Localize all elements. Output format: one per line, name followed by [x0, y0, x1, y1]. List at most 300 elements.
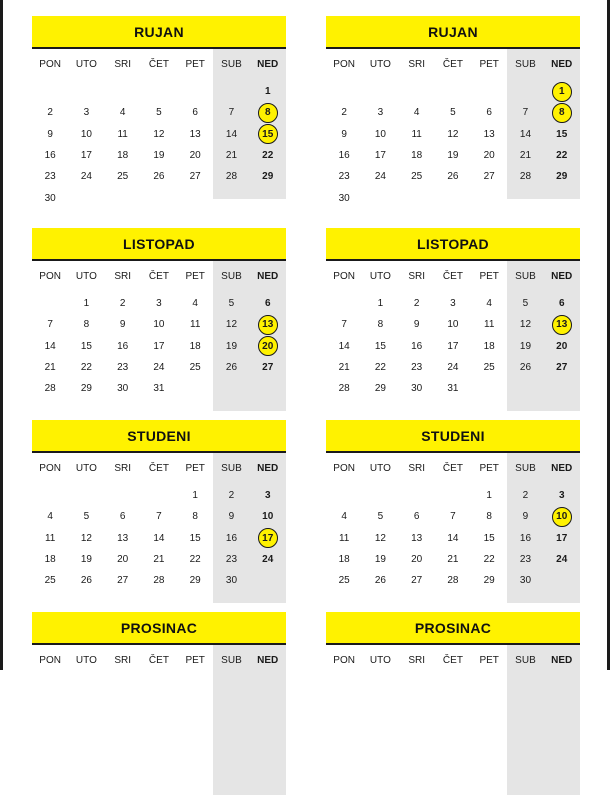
- day-number: 10: [262, 511, 274, 523]
- day-cell: [177, 506, 213, 527]
- day-cell: [250, 145, 286, 166]
- day-number: 23: [411, 362, 423, 374]
- week-row: [32, 549, 286, 570]
- day-cell: [213, 188, 249, 209]
- day-cell: [141, 549, 177, 570]
- day-number: 24: [153, 362, 165, 374]
- day-number: 29: [556, 171, 568, 183]
- day-number: 29: [80, 383, 92, 395]
- day-cell: [326, 102, 362, 123]
- day-number: 21: [447, 554, 459, 566]
- day-number: 17: [556, 532, 568, 544]
- day-cell: [507, 549, 543, 570]
- weekday-label: PET: [185, 59, 205, 70]
- day-number: 28: [338, 383, 350, 395]
- weekday-label: NED: [257, 59, 279, 70]
- day-cell: [213, 81, 249, 102]
- day-cell: [68, 506, 104, 527]
- day-number: 7: [156, 511, 162, 523]
- day-number: 19: [225, 340, 238, 352]
- day-number: 30: [117, 383, 129, 395]
- day-cell: [362, 528, 398, 549]
- weekday-label: ČET: [442, 655, 463, 666]
- day-cell: [471, 124, 507, 145]
- day-number: 6: [264, 298, 271, 310]
- day-number: 1: [192, 490, 198, 502]
- week-row: [326, 187, 580, 208]
- day-cell: [362, 570, 398, 591]
- day-number: 21: [153, 554, 165, 566]
- month-grid: [326, 261, 580, 411]
- day-cell: [362, 166, 398, 187]
- day-cell: [105, 570, 141, 591]
- day-cell: [213, 549, 249, 570]
- day-number: 31: [153, 383, 165, 395]
- day-number: 5: [228, 298, 235, 310]
- day-cell: [326, 145, 362, 166]
- weekday-label: SRI: [408, 655, 425, 666]
- day-number: 30: [44, 192, 56, 204]
- calendar-listopad-left: [32, 228, 286, 411]
- day-cell: [141, 293, 177, 314]
- day-cell: [105, 485, 141, 506]
- day-number: 26: [225, 362, 238, 374]
- weekday-label: PET: [479, 655, 499, 666]
- day-number: 11: [338, 532, 350, 544]
- day-number: 18: [411, 150, 423, 162]
- day-cell: [68, 528, 104, 549]
- day-number: 11: [117, 128, 128, 140]
- day-cell: [213, 357, 249, 378]
- day-number: 7: [228, 107, 235, 119]
- weekday-label: PON: [39, 271, 61, 282]
- day-cell: [213, 124, 249, 145]
- day-cell: [507, 188, 543, 209]
- day-number: 2: [119, 298, 126, 310]
- day-cell: [177, 378, 213, 399]
- day-cell: [326, 378, 362, 399]
- day-cell: [213, 528, 249, 549]
- day-number: 21: [338, 362, 350, 374]
- week-row: [32, 506, 286, 527]
- day-number: 14: [44, 340, 56, 352]
- day-number: 16: [519, 532, 532, 544]
- day-cell: [105, 528, 141, 549]
- day-number: 22: [483, 554, 495, 566]
- day-cell: [177, 549, 213, 570]
- day-cell: [32, 528, 68, 549]
- calendar-rujan-left: [32, 16, 286, 204]
- day-number: 26: [153, 171, 165, 183]
- day-cell: [544, 124, 580, 145]
- day-cell: [32, 506, 68, 527]
- day-cell: [471, 485, 507, 506]
- day-cell: [544, 378, 580, 399]
- day-cell: [105, 378, 141, 399]
- day-cell: [68, 293, 104, 314]
- day-number: 21: [519, 150, 532, 162]
- day-cell: [471, 145, 507, 166]
- day-cell: [177, 570, 213, 591]
- day-number: 23: [338, 171, 350, 183]
- day-cell: [32, 166, 68, 187]
- day-cell: [399, 506, 435, 527]
- day-number: 7: [47, 319, 53, 331]
- weekday-label: PET: [479, 59, 499, 70]
- day-number: 20: [117, 554, 129, 566]
- day-cell: [105, 314, 141, 335]
- day-cell: [68, 549, 104, 570]
- day-number: 14: [338, 340, 350, 352]
- day-cell: [141, 188, 177, 209]
- weekday-label: SUB: [221, 655, 242, 666]
- day-cell: [141, 166, 177, 187]
- day-number: 16: [338, 150, 350, 162]
- day-number: 9: [341, 128, 347, 140]
- day-cell: [507, 145, 543, 166]
- weekday-label: PON: [333, 271, 355, 282]
- day-number: 1: [377, 298, 384, 310]
- weekday-label: PET: [479, 463, 499, 474]
- day-cell: [213, 314, 249, 335]
- month-grid: [32, 645, 286, 795]
- day-cell: [507, 336, 543, 357]
- day-number: 4: [192, 298, 198, 310]
- day-cell: [362, 102, 398, 123]
- week-row: [326, 378, 580, 399]
- day-number: 13: [117, 532, 129, 544]
- day-number: 28: [225, 171, 238, 183]
- week-row: [32, 485, 286, 506]
- day-cell: [32, 314, 68, 335]
- day-cell: [544, 357, 580, 378]
- day-number: 8: [83, 319, 90, 331]
- weekday-label: ČET: [148, 59, 169, 70]
- day-cell: [435, 124, 471, 145]
- weekday-label: UTO: [75, 655, 97, 666]
- day-cell: [326, 336, 362, 357]
- day-number: 3: [264, 490, 271, 502]
- week-row: [32, 102, 286, 123]
- day-cell: [326, 314, 362, 335]
- day-cell: [399, 485, 435, 506]
- day-cell: [399, 357, 435, 378]
- day-number: 3: [377, 107, 384, 119]
- day-cell: [32, 102, 68, 123]
- day-number: 10: [374, 128, 386, 140]
- day-number: 12: [153, 128, 165, 140]
- day-number: 9: [413, 319, 420, 331]
- weekday-label: ČET: [148, 271, 169, 282]
- calendar-studeni-left: [32, 420, 286, 603]
- day-number: 17: [447, 340, 459, 352]
- month-title: LISTOPAD: [32, 228, 286, 261]
- week-row: [32, 187, 286, 208]
- day-number: 30: [338, 192, 350, 204]
- day-number: 5: [522, 298, 529, 310]
- day-cell: [399, 293, 435, 314]
- day-cell: [435, 188, 471, 209]
- weekday-header-row: [326, 453, 580, 485]
- day-number: 29: [189, 575, 201, 587]
- day-cell: [250, 124, 286, 145]
- day-number: 20: [483, 150, 495, 162]
- day-cell: [177, 293, 213, 314]
- day-cell: [326, 188, 362, 209]
- day-cell: [544, 528, 580, 549]
- day-cell: [544, 293, 580, 314]
- day-number: 29: [483, 575, 495, 587]
- day-cell: [471, 166, 507, 187]
- day-number: 27: [262, 362, 274, 374]
- day-number: 9: [119, 319, 126, 331]
- weekday-label: UTO: [369, 59, 391, 70]
- day-cell: [141, 336, 177, 357]
- day-cell: [544, 314, 580, 335]
- day-number: 17: [262, 532, 274, 544]
- day-cell: [435, 293, 471, 314]
- day-cell: [471, 314, 507, 335]
- month-title: RUJAN: [326, 16, 580, 49]
- day-cell: [362, 485, 398, 506]
- weekday-label: UTO: [75, 59, 97, 70]
- day-number: 10: [153, 319, 165, 331]
- day-number: 16: [117, 340, 129, 352]
- day-cell: [213, 102, 249, 123]
- weekday-label: SRI: [408, 271, 425, 282]
- weekday-label: ČET: [148, 463, 169, 474]
- day-number: 27: [483, 171, 495, 183]
- day-number: 18: [338, 554, 350, 566]
- week-row: [326, 314, 580, 335]
- month-grid: [326, 49, 580, 204]
- weekday-label: ČET: [148, 655, 169, 666]
- day-cell: [250, 336, 286, 357]
- day-cell: [435, 506, 471, 527]
- day-number: 27: [189, 171, 201, 183]
- weekday-label: SRI: [408, 463, 425, 474]
- day-number: 27: [411, 575, 423, 587]
- day-number: 19: [153, 150, 165, 162]
- day-number: 22: [189, 554, 201, 566]
- day-cell: [68, 102, 104, 123]
- day-number: 9: [47, 128, 53, 140]
- day-cell: [68, 357, 104, 378]
- day-cell: [213, 378, 249, 399]
- day-number: 15: [483, 532, 495, 544]
- day-number: 3: [83, 107, 90, 119]
- day-number: 30: [225, 575, 238, 587]
- day-cell: [141, 81, 177, 102]
- day-cell: [177, 188, 213, 209]
- weekday-label: PON: [333, 655, 355, 666]
- month-title: PROSINAC: [32, 612, 286, 645]
- day-number: 4: [341, 511, 347, 523]
- day-cell: [68, 188, 104, 209]
- day-number: 27: [556, 362, 568, 374]
- day-cell: [326, 506, 362, 527]
- day-number: 3: [558, 490, 565, 502]
- day-cell: [68, 336, 104, 357]
- day-cell: [105, 293, 141, 314]
- week-row: [32, 81, 286, 102]
- weekday-label: SUB: [221, 271, 242, 282]
- day-cell: [399, 166, 435, 187]
- day-cell: [471, 293, 507, 314]
- day-number: 4: [486, 298, 492, 310]
- weekday-label: PON: [39, 463, 61, 474]
- week-row: [32, 166, 286, 187]
- week-row: [326, 485, 580, 506]
- weekday-header-row: [326, 261, 580, 293]
- day-cell: [544, 102, 580, 123]
- day-cell: [68, 166, 104, 187]
- day-cell: [105, 81, 141, 102]
- day-cell: [362, 293, 398, 314]
- day-number: 11: [190, 319, 201, 331]
- day-cell: [213, 145, 249, 166]
- day-number: 28: [153, 575, 165, 587]
- day-cell: [399, 314, 435, 335]
- day-number: 6: [119, 511, 126, 523]
- calendar-rujan-right: [326, 16, 580, 204]
- weekday-header-row: [326, 645, 580, 677]
- day-cell: [471, 378, 507, 399]
- day-number: 23: [519, 554, 532, 566]
- week-row: [32, 145, 286, 166]
- weekday-label: SUB: [221, 59, 242, 70]
- day-number: 31: [447, 383, 459, 395]
- day-number: 17: [80, 150, 92, 162]
- day-number: 14: [225, 128, 238, 140]
- day-cell: [435, 485, 471, 506]
- day-number: 13: [556, 319, 568, 331]
- day-cell: [105, 357, 141, 378]
- day-number: 26: [447, 171, 459, 183]
- weekday-label: NED: [551, 271, 573, 282]
- day-number: 1: [83, 298, 90, 310]
- day-number: 15: [374, 340, 386, 352]
- day-number: 10: [556, 511, 568, 523]
- weekday-header-row: [32, 645, 286, 677]
- day-cell: [177, 145, 213, 166]
- calendar-studeni-right: [326, 420, 580, 603]
- day-number: 12: [519, 319, 532, 331]
- weekday-label: SRI: [114, 271, 131, 282]
- week-row: [32, 314, 286, 335]
- weekday-label: NED: [551, 463, 573, 474]
- day-number: 4: [119, 107, 126, 119]
- day-cell: [507, 166, 543, 187]
- day-cell: [544, 506, 580, 527]
- day-number: 19: [374, 554, 386, 566]
- weekday-label: SRI: [114, 655, 131, 666]
- day-cell: [68, 314, 104, 335]
- day-cell: [141, 485, 177, 506]
- week-row: [32, 293, 286, 314]
- weekday-label: SUB: [515, 271, 536, 282]
- day-number: 9: [228, 511, 235, 523]
- day-cell: [507, 485, 543, 506]
- day-cell: [105, 188, 141, 209]
- day-cell: [141, 357, 177, 378]
- weekday-label: SRI: [408, 59, 425, 70]
- day-number: 2: [341, 107, 347, 119]
- day-cell: [507, 378, 543, 399]
- day-number: 11: [484, 319, 495, 331]
- day-cell: [250, 549, 286, 570]
- month-grid: [32, 261, 286, 411]
- weekday-label: ČET: [442, 59, 463, 70]
- day-cell: [544, 549, 580, 570]
- day-cell: [435, 166, 471, 187]
- day-cell: [32, 81, 68, 102]
- day-cell: [544, 145, 580, 166]
- day-number: 16: [411, 340, 423, 352]
- day-cell: [250, 378, 286, 399]
- weekday-label: SRI: [114, 59, 131, 70]
- week-row: [326, 102, 580, 123]
- weekday-label: UTO: [369, 655, 391, 666]
- day-cell: [544, 336, 580, 357]
- day-number: 17: [374, 150, 386, 162]
- week-row: [326, 145, 580, 166]
- day-number: 5: [83, 511, 90, 523]
- day-cell: [544, 570, 580, 591]
- day-cell: [105, 166, 141, 187]
- day-number: 6: [558, 298, 565, 310]
- day-number: 27: [117, 575, 129, 587]
- day-number: 4: [47, 511, 53, 523]
- day-number: 24: [80, 171, 92, 183]
- day-number: 12: [225, 319, 238, 331]
- day-cell: [250, 102, 286, 123]
- weekday-label: NED: [257, 655, 279, 666]
- weekday-label: SUB: [515, 655, 536, 666]
- day-cell: [435, 357, 471, 378]
- day-cell: [507, 102, 543, 123]
- day-number: 13: [262, 319, 274, 331]
- day-number: 1: [264, 86, 271, 98]
- week-row: [326, 570, 580, 591]
- day-cell: [507, 528, 543, 549]
- day-cell: [435, 378, 471, 399]
- month-title: PROSINAC: [326, 612, 580, 645]
- day-cell: [507, 506, 543, 527]
- day-number: 24: [447, 362, 459, 374]
- day-cell: [362, 357, 398, 378]
- day-cell: [544, 166, 580, 187]
- day-cell: [213, 485, 249, 506]
- day-number: 13: [189, 128, 201, 140]
- day-cell: [544, 485, 580, 506]
- month-title: RUJAN: [32, 16, 286, 49]
- day-cell: [105, 124, 141, 145]
- day-cell: [250, 166, 286, 187]
- day-cell: [32, 124, 68, 145]
- day-cell: [32, 378, 68, 399]
- day-cell: [399, 102, 435, 123]
- day-cell: [399, 188, 435, 209]
- day-number: 18: [117, 150, 129, 162]
- day-cell: [507, 314, 543, 335]
- day-cell: [68, 570, 104, 591]
- day-cell: [250, 81, 286, 102]
- day-number: 8: [558, 107, 565, 119]
- day-cell: [141, 102, 177, 123]
- day-cell: [326, 528, 362, 549]
- day-cell: [68, 378, 104, 399]
